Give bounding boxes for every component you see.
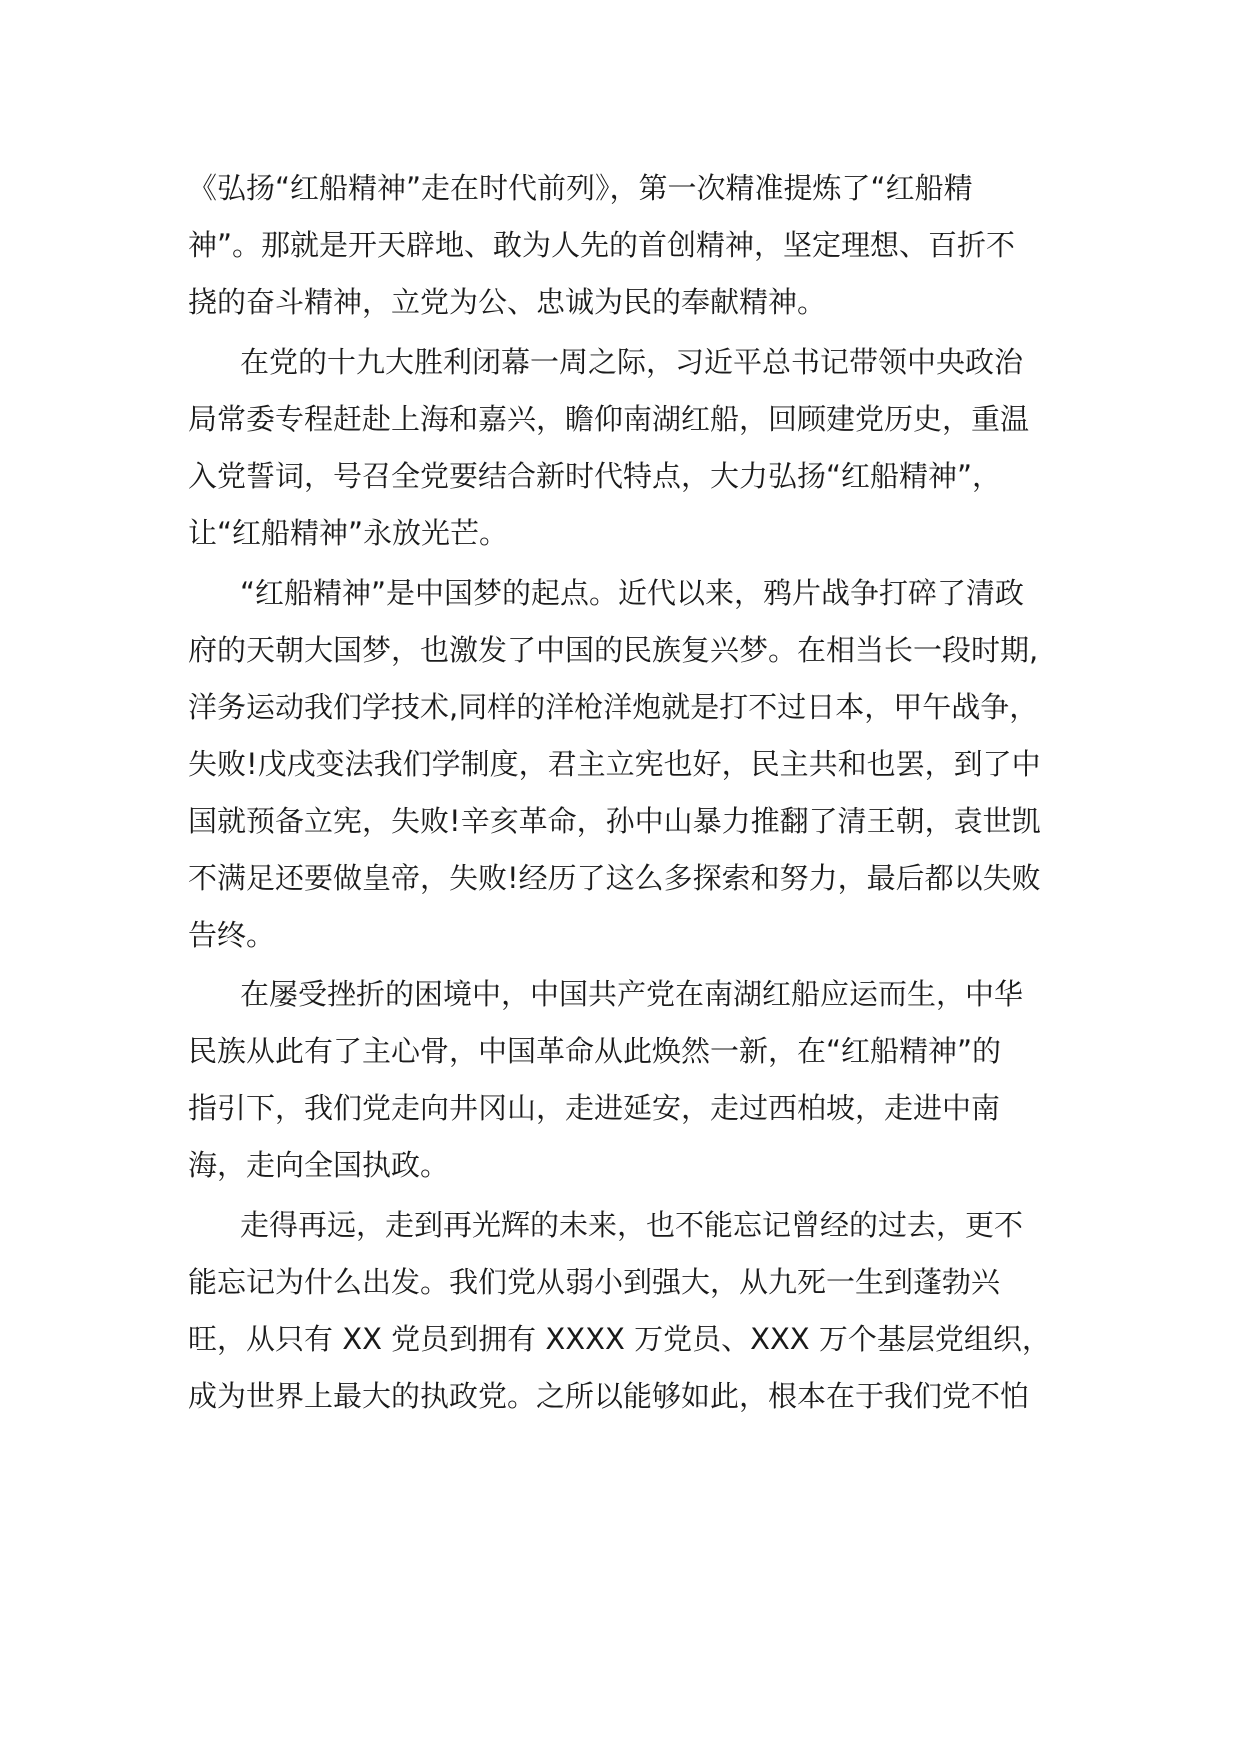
text-line: 让“红船精神”永放光芒。 [188,516,509,550]
paragraph-first-line: “红船精神”是中国梦的起点。近代以来，鸦片战争打碎了清政 [240,576,1025,610]
text-line: 神”。那就是开天辟地、敢为人先的首创精神，坚定理想、百折不 [188,228,1016,262]
text-line: 指引下，我们党走向井冈山，走进延安，走过西柏坡，走进中南 [188,1091,1001,1125]
text-line: 入党誓词，号召全党要结合新时代特点，大力弘扬“红船精神”， [188,459,1002,493]
text-line: 成为世界上最大的执政党。之所以能够如此，根本在于我们党不怕 [188,1379,1030,1413]
paragraph-first-line: 走得再远，走到再光辉的未来，也不能忘记曾经的过去，更不 [240,1208,1024,1242]
text-line: 告终。 [188,918,276,952]
text-line: 府的天朝大国梦，也激发了中国的民族复兴梦。在相当长一段时期, [188,633,1039,667]
text-line: 国就预备立宪，失败!辛亥革命，孙中山暴力推翻了清王朝，袁世凯 [188,804,1041,838]
paragraph-first-line: 在屡受挫折的困境中，中国共产党在南湖红船应运而生，中华 [240,977,1024,1011]
text-line: 失败!戊戌变法我们学制度，君主立宪也好，民主共和也罢，到了中 [188,747,1041,781]
text-line: 民族从此有了主心骨，中国革命从此焕然一新，在“红船精神”的 [188,1034,1002,1068]
paragraph-first-line: 在党的十九大胜利闭幕一周之际，习近平总书记带领中央政治 [240,345,1024,379]
text-line: 能忘记为什么出发。我们党从弱小到强大，从九死一生到蓬勃兴 [188,1265,1001,1299]
text-line: 海，走向全国执政。 [188,1148,450,1182]
text-line: 《弘扬“红船精神”走在时代前列》，第一次精准提炼了“红船精 [188,171,973,205]
text-line: 局常委专程赶赴上海和嘉兴，瞻仰南湖红船，回顾建党历史，重温 [188,402,1030,436]
text-line: 不满足还要做皇帝，失败!经历了这么多探索和努力，最后都以失败 [188,861,1041,895]
text-line: 旺，从只有 XX 党员到拥有 XXXX 万党员、XXX 万个基层党组织， [188,1322,1051,1356]
text-line: 洋务运动我们学技术,同样的洋枪洋炮就是打不过日本，甲午战争， [188,690,1039,724]
text-line: 挠的奋斗精神，立党为公、忠诚为民的奉献精神。 [188,285,827,319]
